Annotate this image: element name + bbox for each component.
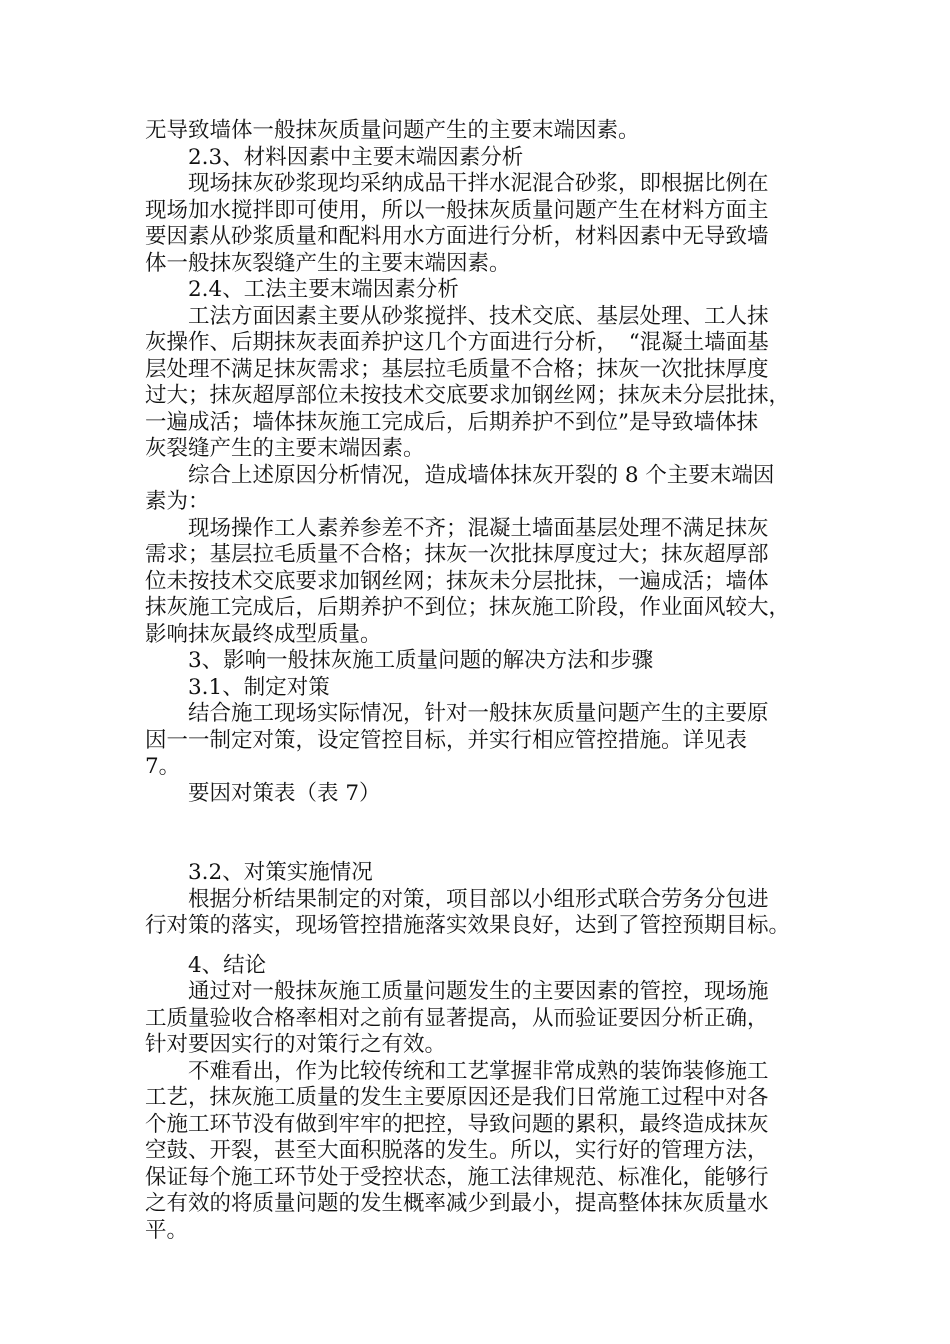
paragraph-gap: [145, 940, 807, 953]
text-line: 通过对一般抹灰施工质量问题发生的主要因素的管控，现场施: [188, 979, 769, 1004]
section-heading: 4、结论: [188, 952, 267, 978]
text-line: 个施工环节没有做到牢牢的把控，导致问题的累积，最终造成抹灰: [145, 1111, 769, 1137]
section-heading: 3.1、制定对策: [188, 674, 330, 700]
text-line: 影响抹灰最终成型质量。: [145, 621, 382, 647]
text-line: 空鼓、开裂，甚至大面积脱落的发生。所以，实行好的管理方法，: [145, 1138, 769, 1163]
text-line: 7。: [145, 754, 181, 779]
section-heading: 3.2、对策实施情况: [188, 860, 373, 885]
text-line: 因一一制定对策，设定管控目标，并实行相应管控措施。详见表: [145, 727, 748, 753]
text-line: 现场抹灰砂浆现均采纳成品干拌水泥混合砂浆，即根据比例在: [188, 171, 769, 196]
document-body: [145, 118, 807, 1244]
text-line: 无导致墙体一般抹灰质量问题产生的主要末端因素。: [145, 118, 640, 143]
text-line: 现场操作工人素养参差不齐；混凝土墙面基层处理不满足抹灰: [188, 515, 769, 541]
text-line: 素为：: [145, 489, 210, 514]
text-line: 层处理不满足抹灰需求；基层拉毛质量不合格；抹灰一次批抹厚度: [145, 356, 769, 382]
text-line: 综合上述原因分析情况，造成墙体抹灰开裂的 8 个主要末端因: [188, 462, 775, 488]
text-line: 灰裂缝产生的主要末端因素。: [145, 436, 425, 461]
text-line: 之有效的将质量问题的发生概率减少到最小，提高整体抹灰质量水: [145, 1191, 769, 1216]
text-line: 要因素从砂浆质量和配料用水方面进行分析，材料因素中无导致墙: [145, 224, 769, 249]
text-line: 位未按技术交底要求加钢丝网；抹灰未分层批抹，一遍成活；墙体: [145, 568, 769, 594]
text-line: 体一般抹灰裂缝产生的主要末端因素。: [145, 250, 511, 276]
text-line: 一遍成活；墙体抹灰施工完成后，后期养护不到位”是导致墙体抹: [145, 409, 758, 435]
text-line: 需求；基层拉毛质量不合格；抹灰一次批抹厚度过大；抹灰超厚部: [145, 542, 769, 567]
text-line: 平。: [145, 1217, 189, 1243]
text-line: 工质量验收合格率相对之前有显著提高，从而验证要因分析正确，: [145, 1005, 769, 1031]
section-heading: 3、影响一般抹灰施工质量问题的解决方法和步骤: [188, 648, 654, 673]
text-line: 灰操作、后期抹灰表面养护这几个方面进行分析， “混凝土墙面基: [145, 330, 769, 355]
section-heading: 2.3、材料因素中主要末端因素分析: [188, 144, 524, 170]
section-heading: 2.4、工法主要末端因素分析: [188, 277, 459, 302]
text-line: 结合施工现场实际情况，针对一般抹灰质量问题产生的主要原: [188, 701, 769, 726]
text-line: 工法方面因素主要从砂浆搅拌、技术交底、基层处理、工人抹: [188, 303, 769, 329]
text-line: 根据分析结果制定的对策，项目部以小组形式联合劳务分包进: [188, 886, 769, 912]
text-line: 针对要因实行的对策行之有效。: [145, 1032, 447, 1057]
text-line: 不难看出，作为比较传统和工艺掌握非常成熟的装饰装修施工: [188, 1058, 769, 1084]
text-line: 现场加水搅拌即可使用，所以一般抹灰质量问题产生在材料方面主: [145, 197, 769, 223]
text-line: 工艺，抹灰施工质量的发生主要原因还是我们日常施工过程中对各: [145, 1085, 769, 1110]
text-line: 过大；抹灰超厚部位未按技术交底要求加钢丝网；抹灰未分层批抹，: [145, 383, 791, 408]
text-line: 抹灰施工完成后，后期养护不到位；抹灰施工阶段，作业面风较大，: [145, 595, 791, 620]
table-placeholder-gap: [145, 807, 807, 860]
text-line: 保证每个施工环节处于受控状态，施工法律规范、标准化，能够行: [145, 1164, 769, 1190]
text-line: 行对策的落实，现场管控措施落实效果良好，达到了管控预期目标。: [145, 913, 791, 938]
table-caption: 要因对策表（表 7）: [188, 780, 381, 806]
